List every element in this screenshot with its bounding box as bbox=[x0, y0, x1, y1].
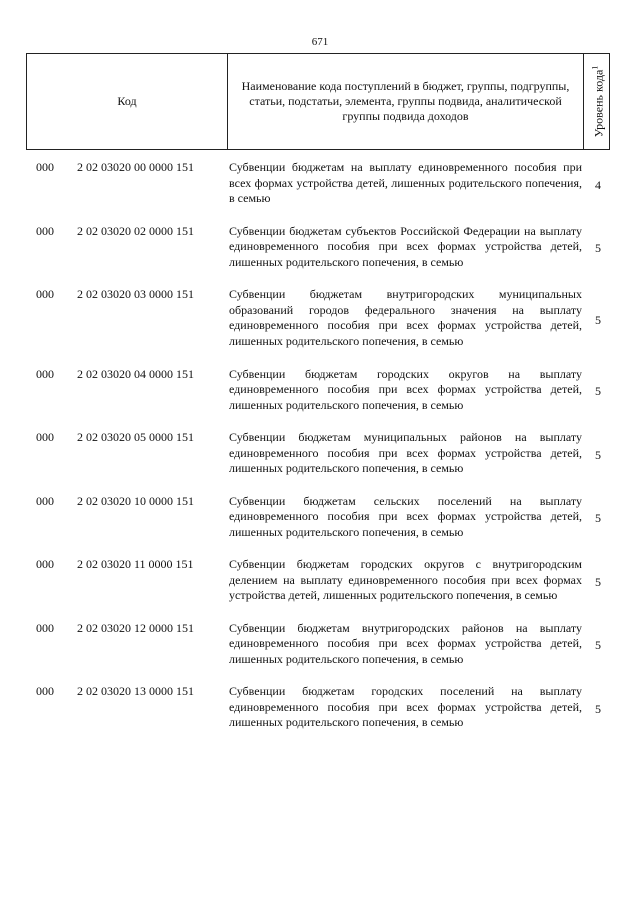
row-revenue-code: 2 02 03020 00 0000 151 bbox=[77, 160, 194, 174]
row-admin-code: 000 bbox=[36, 620, 54, 635]
row-level: 5 bbox=[595, 638, 601, 653]
row-revenue-code: 2 02 03020 03 0000 151 bbox=[77, 287, 194, 301]
row-revenue-code: 2 02 03020 13 0000 151 bbox=[77, 684, 194, 698]
row-level: 5 bbox=[595, 701, 601, 716]
row-admin-code: 000 bbox=[36, 493, 54, 508]
row-admin-code: 000 bbox=[36, 684, 54, 698]
table-row bbox=[0, 287, 640, 367]
row-revenue-code: 2 02 03020 10 0000 151 bbox=[77, 493, 194, 508]
row-revenue-code: 2 02 03020 02 0000 151 bbox=[77, 223, 194, 238]
table-row bbox=[0, 621, 640, 685]
row-revenue-code: 2 02 03020 12 0000 151 bbox=[77, 620, 194, 635]
table-row bbox=[0, 557, 640, 621]
header-level-label: Уровень кода bbox=[591, 69, 606, 138]
row-admin-code: 000 bbox=[36, 223, 54, 238]
header-code: Код bbox=[117, 94, 137, 108]
row-admin-code: 000 bbox=[36, 287, 54, 301]
table-row bbox=[0, 367, 640, 431]
header-level-footnote: 1 bbox=[590, 65, 600, 70]
header-name: Наименование кода поступлений в бюджет, группы, подгруппы, статьи, подстатьи, элемента, группы подвида, аналитической группы подвида доходов bbox=[241, 79, 570, 123]
table-row bbox=[0, 684, 640, 748]
row-level: 5 bbox=[595, 241, 601, 256]
row-admin-code: 000 bbox=[36, 430, 54, 444]
row-level: 5 bbox=[595, 447, 601, 462]
row-admin-code: 000 bbox=[36, 160, 54, 174]
table-row bbox=[0, 494, 640, 558]
table-row bbox=[0, 224, 640, 288]
row-name: Субвенции бюджетам сельских поселений на выплату единовременного пособия при всех формах устройства детей, лишенных родительского попечения, в семью bbox=[229, 493, 582, 539]
row-level: 5 bbox=[595, 384, 601, 399]
row-name: Субвенции бюджетам муниципальных районов на выплату единовременного пособия при всех формах устройства детей, лишенных родительского попечения, в семью bbox=[229, 430, 582, 476]
row-level: 5 bbox=[595, 574, 601, 589]
row-admin-code: 000 bbox=[36, 557, 54, 571]
row-name: Субвенции бюджетам городских поселений на выплату единовременного пособия при всех формах устройства детей, лишенных родительского попечения, в семью bbox=[229, 684, 582, 730]
row-revenue-code: 2 02 03020 05 0000 151 bbox=[77, 430, 194, 444]
table-row bbox=[0, 160, 640, 224]
row-admin-code: 000 bbox=[36, 366, 54, 381]
row-level: 5 bbox=[595, 312, 601, 327]
row-level: 4 bbox=[595, 177, 601, 192]
row-revenue-code: 2 02 03020 04 0000 151 bbox=[77, 366, 194, 381]
row-name: Субвенции бюджетам внутригородских районов на выплату единовременного пособия при всех формах устройства детей, лишенных родительского попечения, в семью bbox=[229, 620, 582, 666]
table-row bbox=[0, 430, 640, 494]
row-name: Субвенции бюджетам внутригородских муниципальных образований городов федерального значения на выплату единовременного пособия при всех формах устройства детей, лишенных родительского попечения, в семью bbox=[229, 287, 582, 349]
row-level: 5 bbox=[595, 511, 601, 526]
table-header bbox=[26, 53, 610, 150]
page-number: 671 bbox=[311, 36, 329, 48]
row-name: Субвенции бюджетам на выплату единовременного пособия при всех формах устройства детей, лишенных родительского попечения, в семью bbox=[229, 160, 582, 206]
row-name: Субвенции бюджетам субъектов Российской Федерации на выплату единовременного пособия при всех формах устройства детей, лишенных родительского попечения, в семью bbox=[229, 223, 582, 269]
row-name: Субвенции бюджетам городских округов с внутригородским делением на выплату единовременного пособия при всех формах устройства детей, лишенных родительского попечения, в семью bbox=[229, 557, 582, 603]
header-level bbox=[584, 54, 610, 149]
row-revenue-code: 2 02 03020 11 0000 151 bbox=[77, 557, 194, 571]
row-name: Субвенции бюджетам городских округов на выплату единовременного пособия при всех формах устройства детей, лишенных родительского попечения, в семью bbox=[229, 366, 582, 412]
table-body bbox=[0, 160, 640, 748]
